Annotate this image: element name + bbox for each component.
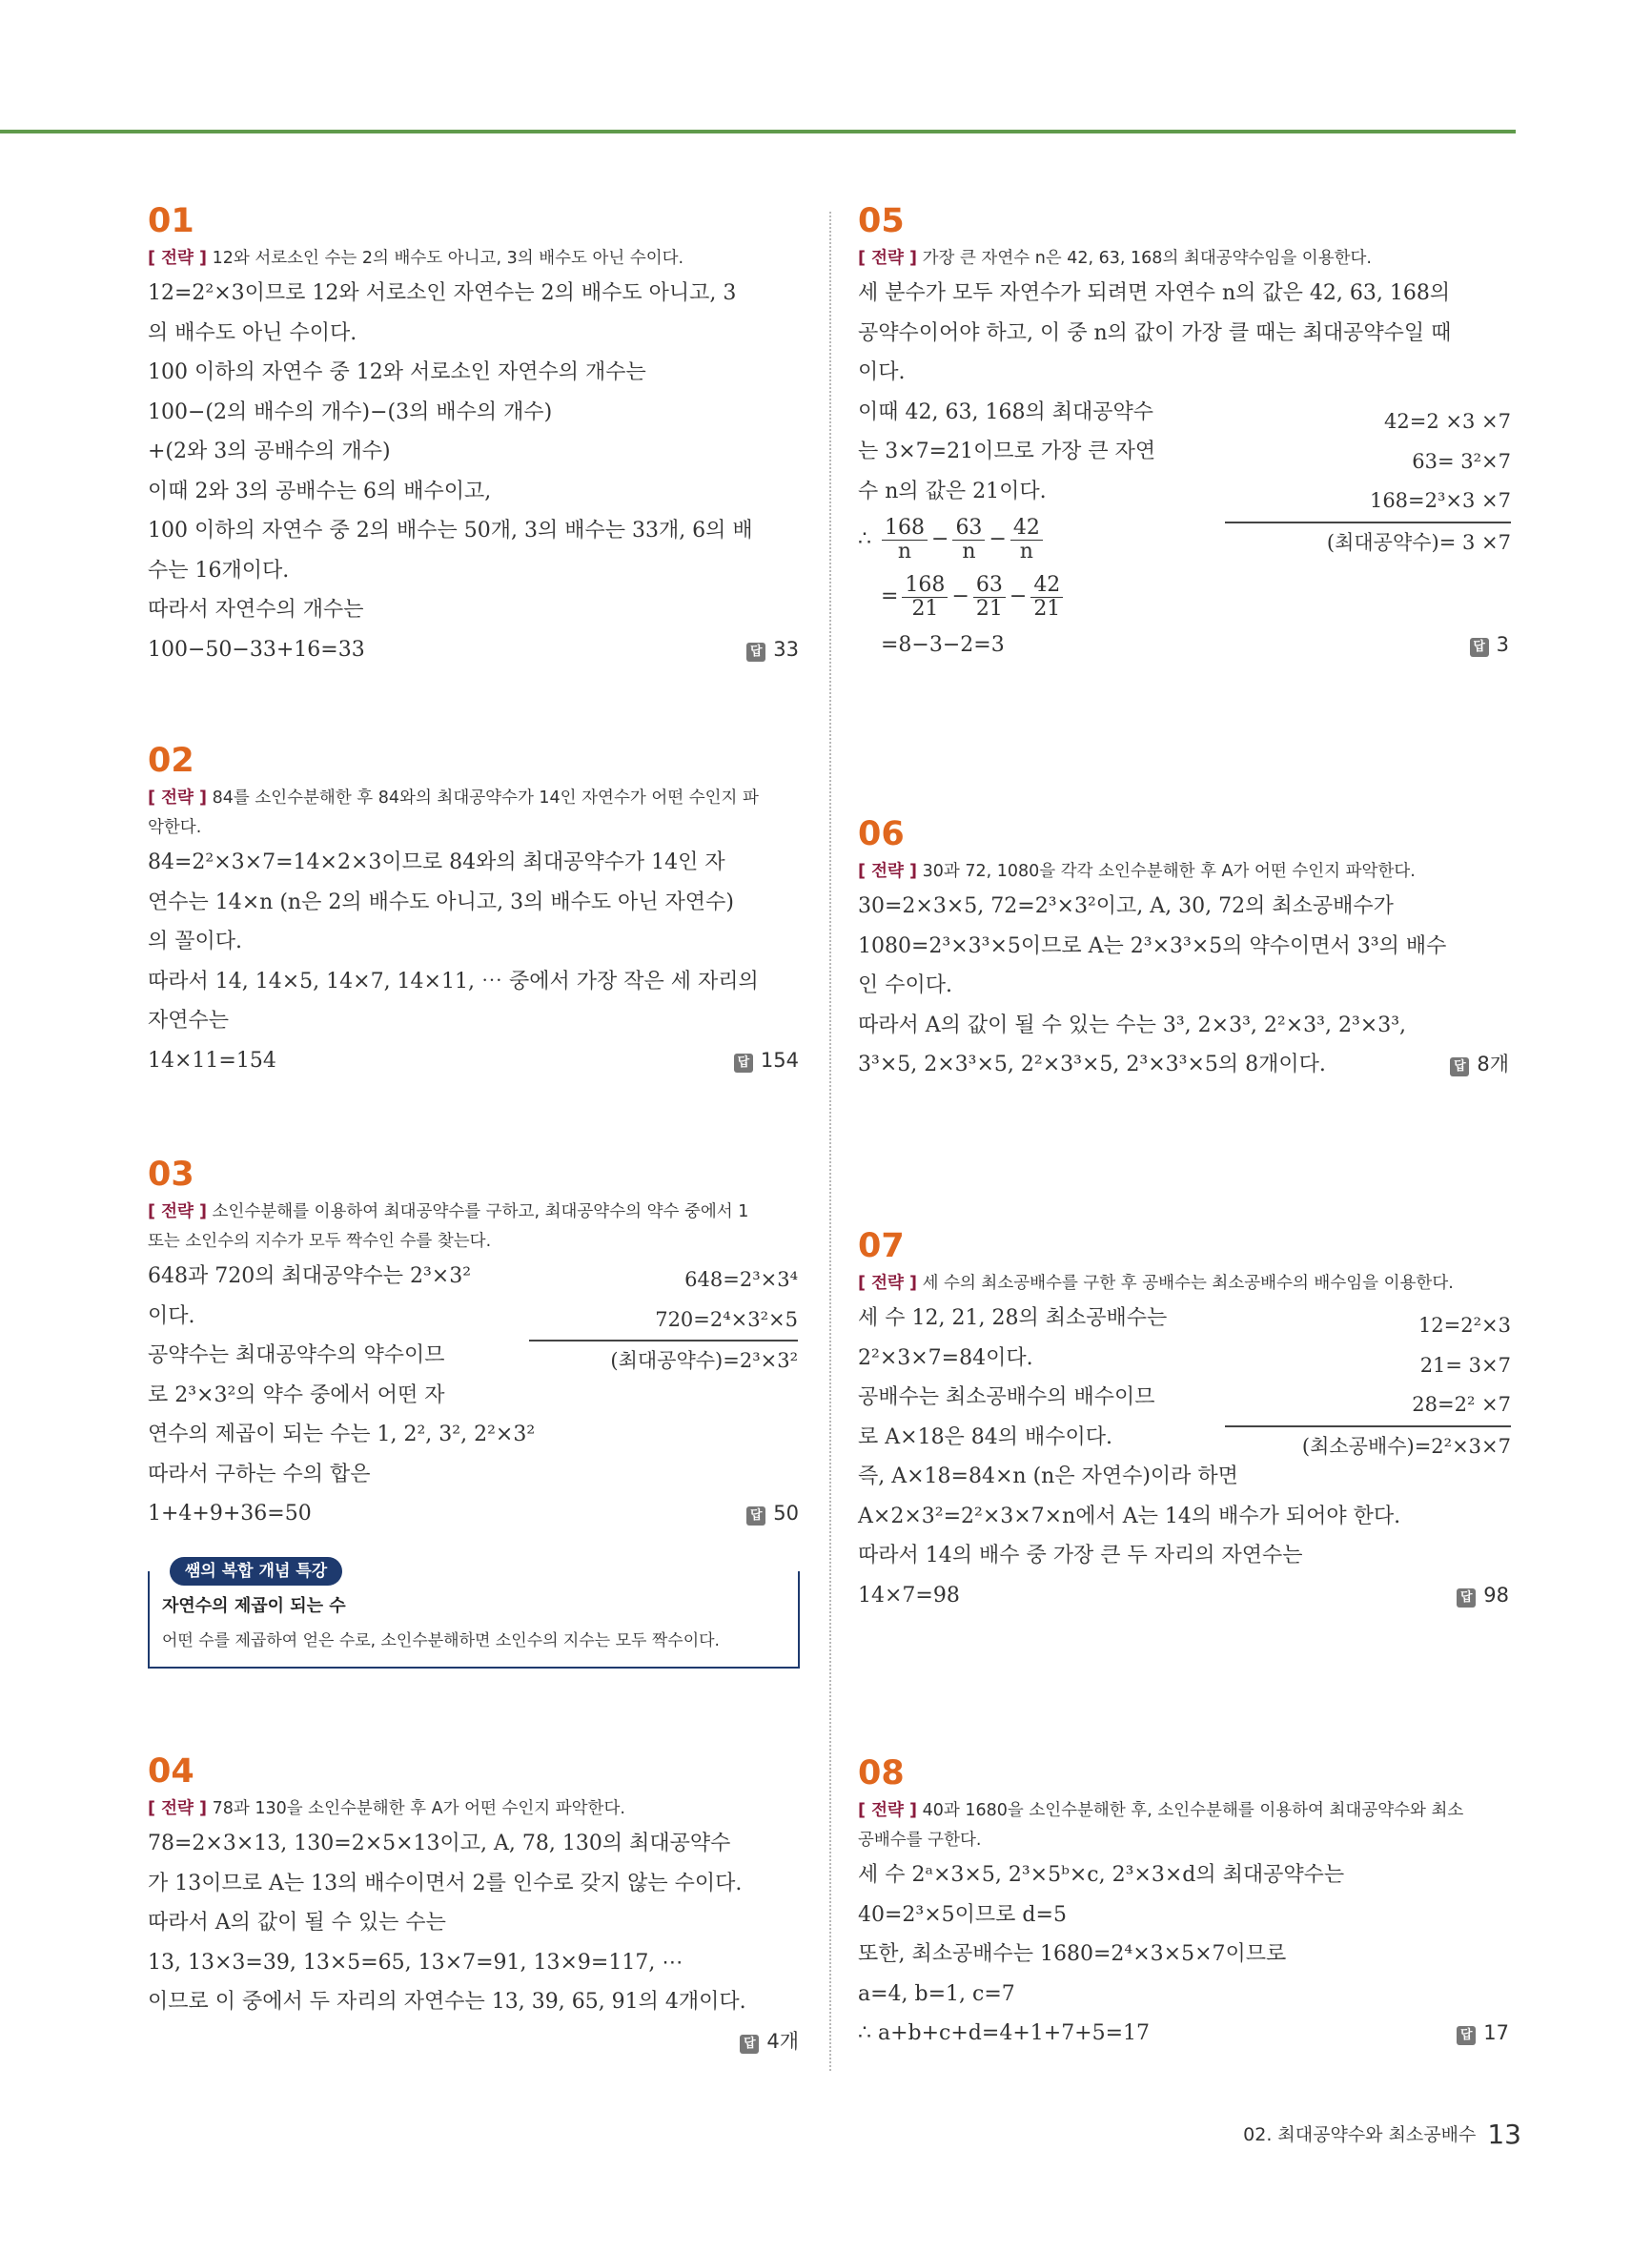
solution-line: +(2와 3의 공배수의 개수) <box>148 440 391 463</box>
solution-line: 따라서 자연수의 개수는 <box>148 598 364 622</box>
answer-value: 98 <box>1483 1583 1509 1607</box>
solution-line: 수 n의 값은 21이다. <box>858 479 1047 503</box>
strategy-text: 30과 72, 1080을 각각 소인수분해한 후 A가 어떤 수인지 파악한다. <box>922 862 1416 881</box>
solution-line: 공약수는 최대공약수의 약수이므 <box>148 1343 445 1367</box>
solution-line: 로 A×18은 84의 배수이다. <box>858 1424 1113 1449</box>
top-rule <box>0 130 1516 133</box>
solution-line: 의 꼴이다. <box>148 930 242 953</box>
solution-line: 따라서 A의 값이 될 수 있는 수는 <box>148 1911 446 1935</box>
table-result-row: (최대공약수)= 3 ×7 <box>1225 522 1511 563</box>
problem-04 <box>148 1752 801 2061</box>
answer-icon: 답 <box>1457 1588 1476 1608</box>
final-expression: 14×11=154 <box>148 1048 276 1073</box>
solution-final-line <box>858 2014 1511 2054</box>
table-row: 42=2 ×3 ×7 <box>1384 410 1511 433</box>
gcd-table <box>529 1260 798 1382</box>
answer-value: 8개 <box>1477 1053 1509 1075</box>
therefore-symbol: ∴ <box>858 527 871 551</box>
final-expression: =8−3−2=3 <box>881 633 1005 657</box>
answer-value: 50 <box>773 1502 799 1525</box>
concept-box-tab: 쌤의 복합 개념 특강 <box>170 1557 342 1586</box>
numerator: 63 <box>952 517 985 541</box>
solution-line: 12=2²×3이므로 12와 서로소인 자연수는 2의 배수도 아니고, 3 <box>148 281 737 305</box>
strategy <box>858 244 1511 274</box>
problem-number: 03 <box>148 1156 194 1194</box>
solution-line: a=4, b=1, c=7 <box>858 1981 1015 2006</box>
solution-line: 따라서 구하는 수의 합은 <box>148 1462 371 1486</box>
strategy-text: 또는 소인수의 지수가 모두 짝수인 수를 찾는다. <box>148 1232 492 1251</box>
strategy-text: 78과 130을 소인수분해한 후 A가 어떤 수인지 파악한다. <box>212 1799 625 1818</box>
denominator: n <box>897 539 912 563</box>
solution-line: 세 수 12, 21, 28의 최소공배수는 <box>858 1306 1168 1330</box>
strategy <box>148 244 801 274</box>
fraction <box>1010 517 1043 563</box>
answer-value: 17 <box>1483 2021 1509 2044</box>
strategy <box>858 1269 1511 1299</box>
solution-line: 따라서 A의 값이 될 수 있는 수는 3³, 2×3³, 2²×3³, 2³×3³, <box>858 1013 1407 1037</box>
problem-number: 05 <box>858 202 905 240</box>
answer-icon: 답 <box>1457 2026 1476 2045</box>
answer-icon: 답 <box>1470 638 1489 657</box>
strategy-text: 공배수를 구한다. <box>858 1831 982 1850</box>
solution-line: 이다. <box>858 360 906 384</box>
answer-value: 4개 <box>766 2029 799 2053</box>
solution-line: 30=2×3×5, 72=2³×3²이고, A, 30, 72의 최소공배수가 <box>858 894 1394 918</box>
strategy-tag: [ 전략 ] <box>858 249 917 268</box>
final-expression: 100−50−33+16=33 <box>148 637 365 662</box>
numerator: 168 <box>882 517 928 541</box>
solution-line: 따라서 14, 14×5, 14×7, 14×11, ⋯ 중에서 가장 작은 세 자리의 <box>148 969 759 993</box>
denominator: n <box>962 539 976 563</box>
strategy-text: 가장 큰 자연수 n은 42, 63, 168의 최대공약수임을 이용한다. <box>922 249 1372 268</box>
solution-line: 100 이하의 자연수 중 12와 서로소인 자연수의 개수는 <box>148 360 646 384</box>
page-number: 13 <box>1487 2119 1521 2150</box>
solution-line: 78=2×3×13, 130=2×5×13이고, A, 78, 130의 최대공약수 <box>148 1832 731 1855</box>
solution <box>148 1824 801 2061</box>
final-expression: 14×7=98 <box>858 1583 960 1608</box>
solution-line: 이때 2와 3의 공배수는 6의 배수이고, <box>148 479 492 503</box>
answer-icon: 답 <box>746 643 765 662</box>
solution-final-line <box>148 1494 801 1534</box>
solution-line: 즉, A×18=84×n (n은 자연수)이라 하면 <box>858 1464 1238 1488</box>
answer-row <box>148 2022 801 2062</box>
final-expression: ∴ a+b+c+d=4+1+7+5=17 <box>858 2021 1151 2045</box>
gcd-table <box>1225 402 1511 563</box>
concept-box <box>148 1571 800 1669</box>
solution-line: 의 배수도 아닌 수이다. <box>148 320 357 345</box>
solution-final-line <box>148 630 801 670</box>
solution-line: 100 이하의 자연수 중 2의 배수는 50개, 3의 배수는 33개, 6의 배 <box>148 519 753 543</box>
table-result-row: (최소공배수)=2²×3×7 <box>1225 1425 1511 1467</box>
solution-line: A×2×3²=2²×3×7×n에서 A는 14의 배수가 되어야 한다. <box>858 1504 1401 1528</box>
chapter-title: 02. 최대공약수와 최소공배수 <box>1243 2124 1477 2145</box>
answer-icon: 답 <box>1450 1057 1469 1076</box>
numerator: 63 <box>973 574 1006 598</box>
strategy-tag: [ 전략 ] <box>148 249 207 268</box>
answer-value: 33 <box>773 637 799 661</box>
answer <box>1470 625 1509 666</box>
strategy <box>858 857 1511 887</box>
answer-icon: 답 <box>734 1054 753 1073</box>
fraction <box>902 574 948 621</box>
solution-final-line <box>858 625 1511 666</box>
answer <box>746 1494 799 1534</box>
strategy <box>148 1198 801 1257</box>
answer <box>746 630 799 670</box>
solution <box>148 274 801 669</box>
solution-line: 648과 720의 최대공약수는 2³×3² <box>148 1264 472 1288</box>
fraction-line: ∴ $\frac{168}{n}$ − $\frac{63}{n}$ − $\frac{42}{n}$ <box>858 511 1511 568</box>
strategy-tag: [ 전략 ] <box>148 1202 207 1221</box>
solution-final-line <box>148 1041 801 1081</box>
solution-line: 84=2²×3×7=14×2×3이므로 84와의 최대공약수가 14인 자 <box>148 850 725 874</box>
solution-line: 40=2³×5이므로 d=5 <box>858 1902 1067 1927</box>
strategy-tag: [ 전략 ] <box>858 862 917 881</box>
denominator: 21 <box>1033 596 1061 621</box>
solution-line: 가 13이므로 A는 13의 배수이면서 2를 인수로 갖지 않는 수이다. <box>148 1871 743 1895</box>
numerator: 168 <box>902 574 948 598</box>
fraction <box>952 517 985 563</box>
table-row: 28=2² ×7 <box>1412 1393 1511 1416</box>
table-row: 63= 3²×7 <box>1412 449 1511 473</box>
problem-06 <box>858 815 1511 1085</box>
solution-line: 연수의 제곱이 되는 수는 1, 2², 3², 2²×3² <box>148 1423 536 1446</box>
solution-line: 로 2³×3²의 약수 중에서 어떤 자 <box>148 1383 445 1407</box>
solution-line: 이때 42, 63, 168의 최대공약수 <box>858 399 1153 424</box>
strategy-text: 악한다. <box>148 818 202 837</box>
numerator: 42 <box>1030 574 1063 598</box>
solution-line: 100−(2의 배수의 개수)−(3의 배수의 개수) <box>148 399 553 424</box>
lcm-table <box>1225 1306 1511 1466</box>
strategy <box>148 784 801 843</box>
answer-value: 154 <box>760 1048 799 1072</box>
numerator: 42 <box>1010 517 1043 541</box>
problem-number: 07 <box>858 1227 905 1265</box>
table-result-row: (최대공약수)=2³×3² <box>529 1340 798 1382</box>
concept-box-title: 자연수의 제곱이 되는 수 <box>162 1596 346 1616</box>
solution-line: 공약수이어야 하고, 이 중 n의 값이 가장 클 때는 최대공약수일 때 <box>858 320 1452 345</box>
answer <box>1457 2014 1509 2054</box>
solution-line: 또한, 최소공배수는 1680=2⁴×3×5×7이므로 <box>858 1942 1287 1966</box>
table-row: 720=2⁴×3²×5 <box>655 1307 798 1331</box>
answer-icon: 답 <box>740 2035 759 2054</box>
solution-line: 세 분수가 모두 자연수가 되려면 자연수 n의 값은 42, 63, 168의 <box>858 281 1451 305</box>
solution-line: 는 3×7=21이므로 가장 큰 자연 <box>858 440 1156 463</box>
strategy-tag: [ 전략 ] <box>148 789 207 808</box>
solution-line: 13, 13×3=39, 13×5=65, 13×7=91, 13×9=117, ⋯ <box>148 1950 683 1975</box>
solution-line: 수는 16개이다. <box>148 558 290 583</box>
table-row: 12=2²×3 <box>1417 1314 1511 1337</box>
strategy-text: 12와 서로소인 수는 2의 배수도 아니고, 3의 배수도 아닌 수이다. <box>212 249 684 268</box>
answer <box>1457 1576 1509 1616</box>
problem-02 <box>148 742 801 1080</box>
solution-line: 1080=2³×3³×5이므로 A는 2³×3³×5의 약수이면서 3³의 배수 <box>858 933 1447 958</box>
table-row: 21= 3×7 <box>1419 1353 1511 1377</box>
answer-value: 3 <box>1496 633 1509 656</box>
problem-number: 06 <box>858 815 905 853</box>
answer <box>1450 1045 1509 1085</box>
answer-icon: 답 <box>746 1506 765 1526</box>
final-expression: 1+4+9+36=50 <box>148 1502 312 1526</box>
solution <box>858 1855 1511 2054</box>
strategy-text: 세 수의 최소공배수를 구한 후 공배수는 최소공배수의 배수임을 이용한다. <box>922 1274 1454 1293</box>
strategy-text: 소인수분해를 이용하여 최대공약수를 구하고, 최대공약수의 약수 중에서 1 <box>212 1202 749 1221</box>
solution-line: 자연수는 <box>148 1009 230 1033</box>
solution-line: 인 수이다. <box>858 973 952 997</box>
fraction <box>1030 574 1063 621</box>
denominator: 21 <box>911 596 939 621</box>
strategy <box>148 1794 801 1824</box>
final-expression: 3³×5, 2×3³×5, 2²×3³×5, 2³×3³×5의 8개이다. <box>858 1053 1326 1076</box>
solution <box>858 887 1511 1085</box>
problem-01 <box>148 202 801 669</box>
solution-line: 세 수 2ᵃ×3×5, 2³×5ᵇ×c, 2³×3×d의 최대공약수는 <box>858 1863 1345 1887</box>
concept-box-text: 어떤 수를 제곱하여 얻은 수로, 소인수분해하면 소인수의 지수는 모두 짝수이다. <box>162 1631 720 1650</box>
problem-08 <box>858 1754 1511 2054</box>
denominator: 21 <box>975 596 1003 621</box>
table-row: 648=2³×3⁴ <box>684 1268 798 1291</box>
solution <box>148 843 801 1080</box>
solution-line: 공배수는 최소공배수의 배수이므 <box>858 1385 1155 1409</box>
problem-number: 04 <box>148 1752 194 1791</box>
solution-line: 이므로 이 중에서 두 자리의 자연수는 13, 39, 65, 91의 4개이다. <box>148 1990 746 2014</box>
solution-line: 따라서 14의 배수 중 가장 큰 두 자리의 자연수는 <box>858 1544 1303 1567</box>
table-row: 168=2³×3 ×7 <box>1369 489 1511 512</box>
solution-final-line <box>858 1045 1511 1085</box>
strategy-text: 84를 소인수분해한 후 84와의 최대공약수가 14인 자연수가 어떤 수인지 파 <box>212 789 759 808</box>
strategy-tag: [ 전략 ] <box>148 1799 207 1818</box>
strategy-tag: [ 전략 ] <box>858 1801 917 1820</box>
fraction <box>973 574 1006 621</box>
strategy <box>858 1796 1511 1855</box>
answer <box>734 1041 799 1081</box>
problem-number: 02 <box>148 742 194 780</box>
solution-final-line <box>858 1576 1511 1616</box>
strategy-tag: [ 전략 ] <box>858 1274 917 1293</box>
solution-line: 연수는 14×n (n은 2의 배수도 아니고, 3의 배수도 아닌 자연수) <box>148 890 734 914</box>
strategy-text: 40과 1680을 소인수분해한 후, 소인수분해를 이용하여 최대공약수와 최소 <box>922 1801 1464 1820</box>
page-footer <box>1243 2119 1521 2150</box>
problem-number: 01 <box>148 202 194 240</box>
problem-number: 08 <box>858 1754 905 1792</box>
denominator: n <box>1019 539 1033 563</box>
solution-line: 이다. <box>148 1303 195 1328</box>
solution-line: 2²×3×7=84이다. <box>858 1345 1033 1370</box>
fraction-line: = $\frac{168}{21}$ − $\frac{63}{21}$ − $\frac{42}{21}$ <box>858 568 1511 625</box>
fraction <box>882 517 928 563</box>
answer <box>740 2022 799 2062</box>
column-divider <box>829 212 831 2071</box>
